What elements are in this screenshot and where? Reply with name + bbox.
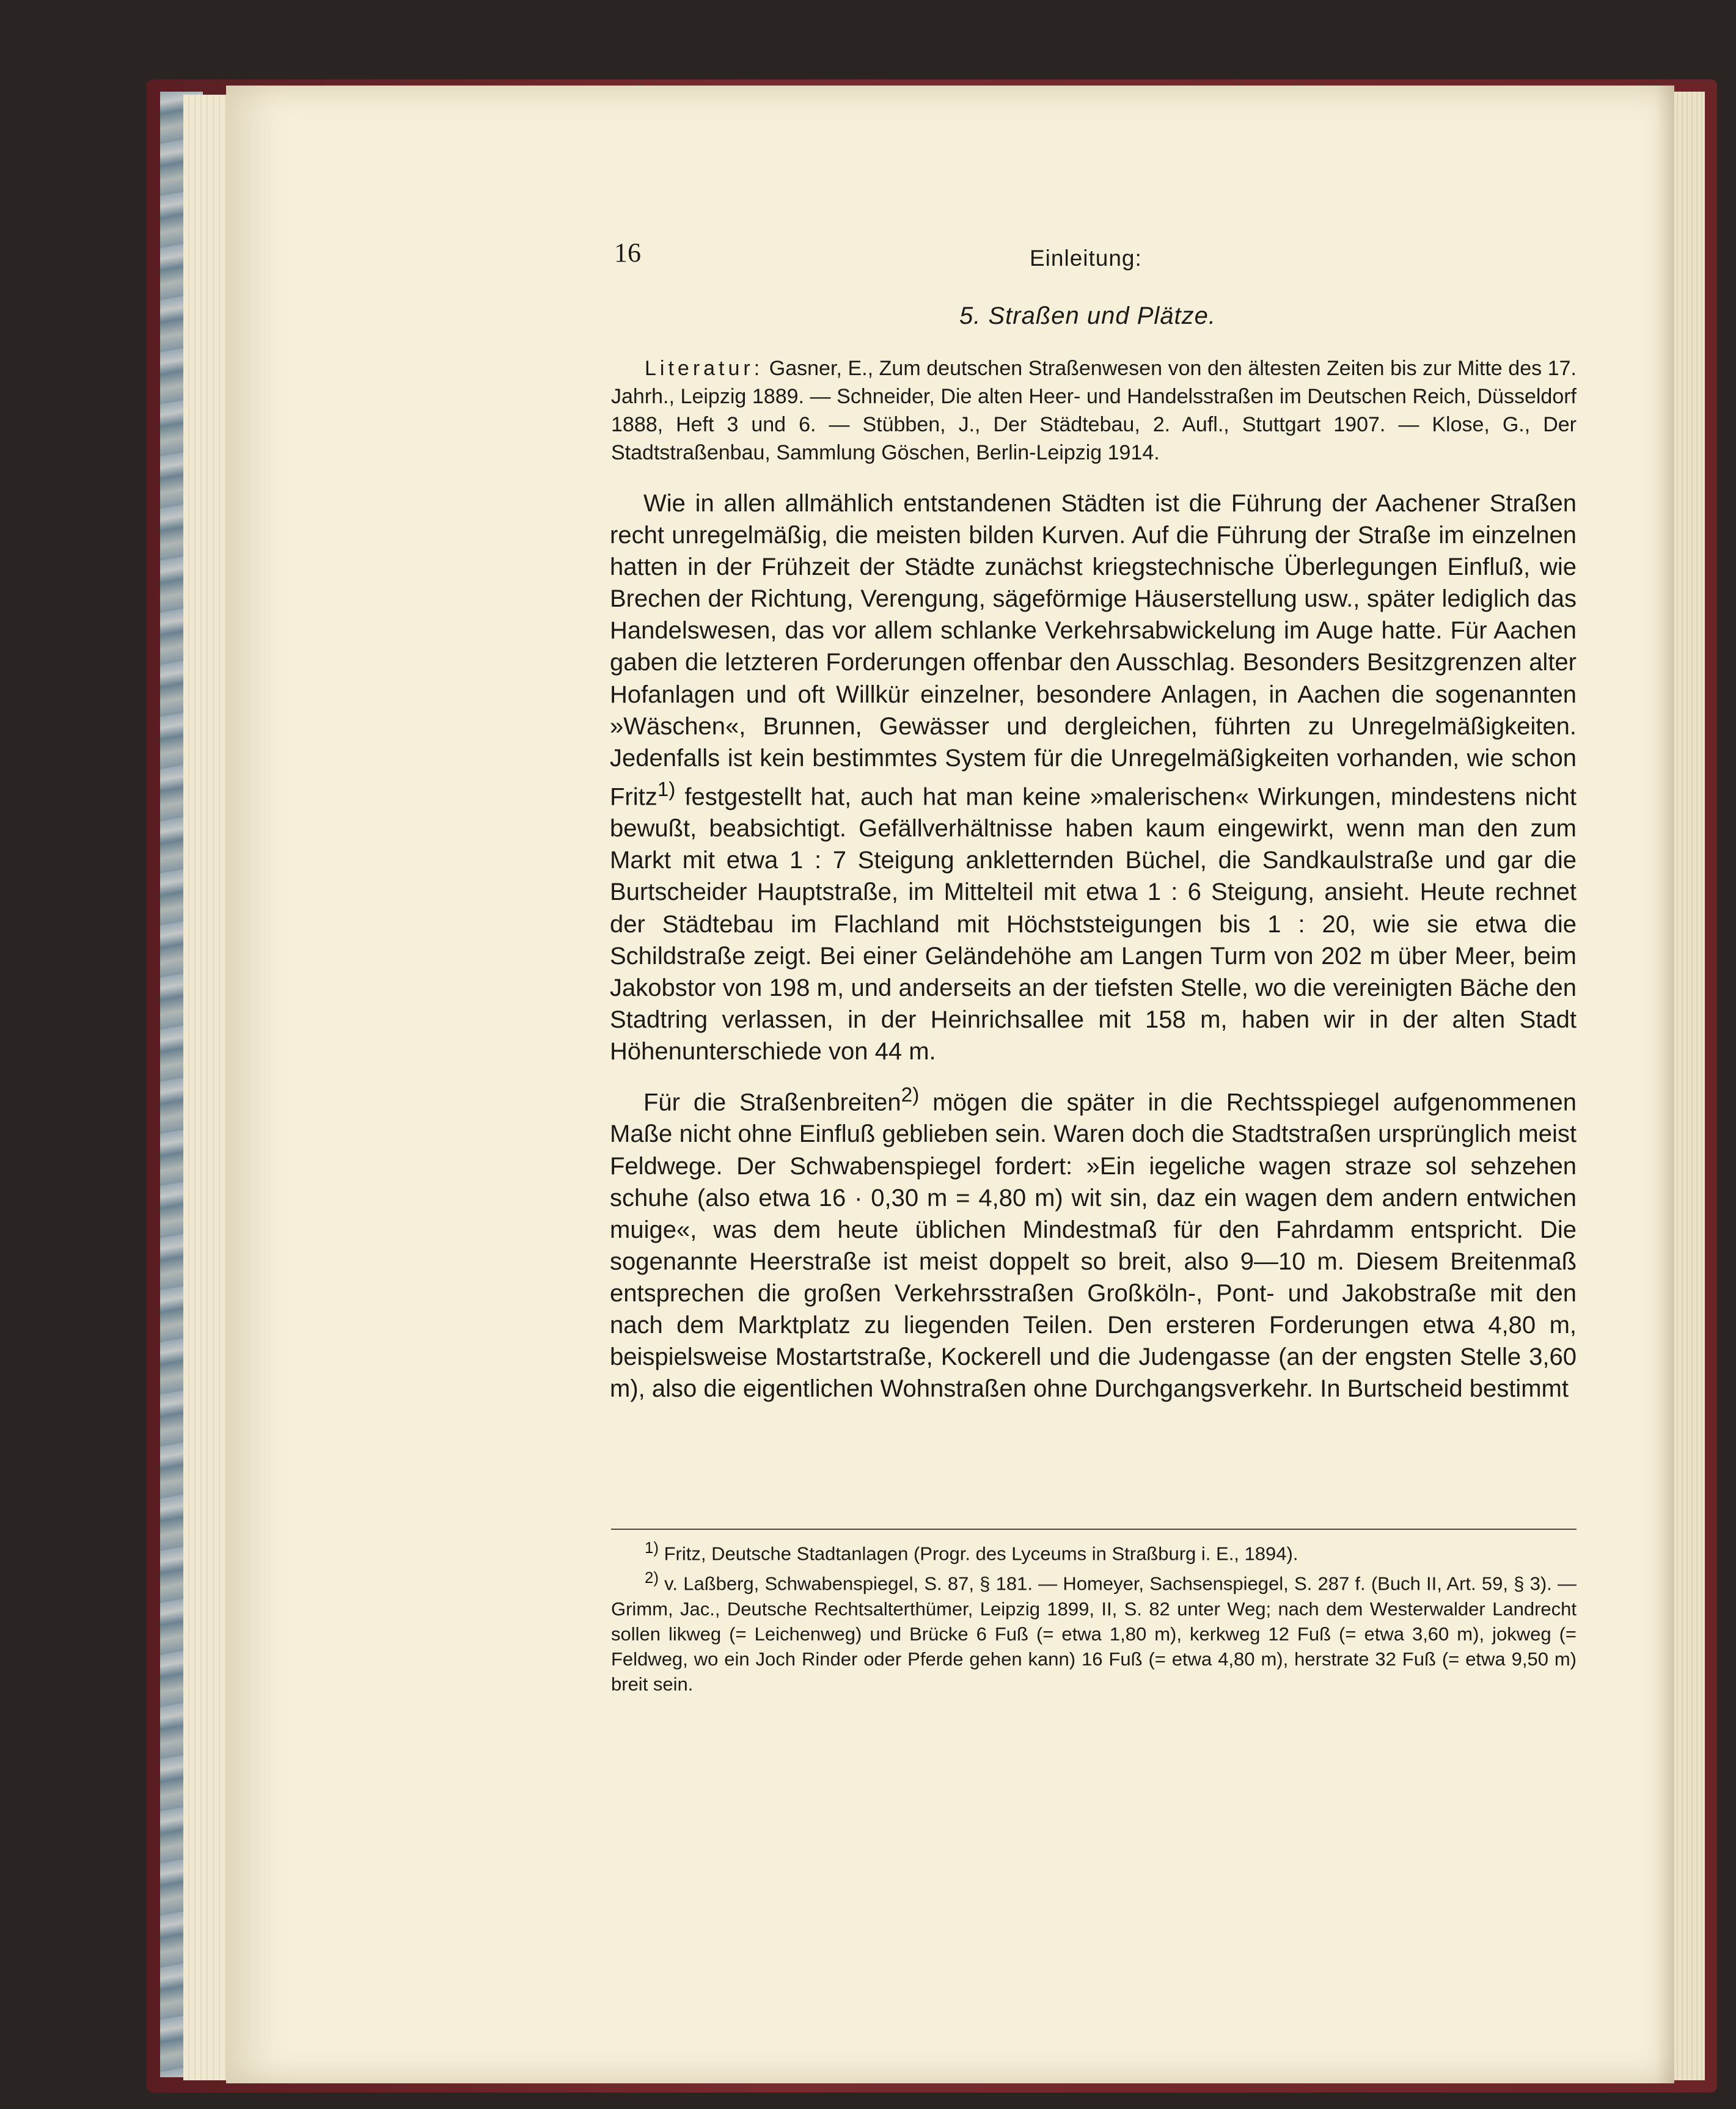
section-title: 5. Straßen und Plätze.: [959, 302, 1217, 329]
paragraph-text: Wie in allen allmählich entstandenen Städten ist die Führung der Aachener Straßen recht unregelmäßig, die meisten bilden Kurven. Auf die Führung der Straße im einzelnen hatten in der Frühzeit der Städte zunächst kriegstechnische Überlegungen Einfluß, wie Brechen der Richtung, Verengung, sägeförmige Häuserstellung usw., später lediglich das Handelswesen, das vor allem schlanke Verkehrsabwickelung im Auge hatte. Für Aachen gaben die letzteren Forderungen offenbar den Ausschlag. Besonders Besitzgrenzen alter Hofanlagen und oft Willkür einzelner, besondere Anlagen, in Aachen die sogenannten »Wäschen«, Brunnen, Gewässer und dergleichen, führten zu Unregelmäßigkeiten. Jedenfalls ist kein bestimmtes System für die Unregelmäßigkeiten vorhanden, wie schon Fritz: [610, 490, 1577, 811]
paragraph: [610, 488, 1577, 1067]
footnote: [611, 1566, 1577, 1696]
paragraph-text: Für die Straßenbreiten: [643, 1089, 901, 1116]
running-title: Einleitung:: [1030, 246, 1142, 271]
page-number: 16: [614, 238, 641, 268]
paragraph-text: mögen die später in die Rechtsspiegel aufgenommenen Maße nicht ohne Einfluß geblieben sein. Waren doch die Stadtstraßen ursprünglich meist Feldwege. Der Schwabenspiegel fordert: »Ein iegeliche wagen straze sol sehzehen schuhe (also etwa 16 · 0,30 m = 4,80 m) wit sin, daz ein wagen dem andern entwichen muige«, was dem heute üblichen Mindestmaß für den Fahrdamm entspricht. Die sogenannte Heerstraße ist meist doppelt so breit, also 9—10 m. Diesem Breitenmaß entsprechen die großen Verkehrsstraßen Großköln-, Pont- und Jakobstraße mit den nach dem Marktplatz zu liegenden Teilen. Den ersteren Forderungen etwa 4,80 m, beispielsweise Mostartstraße, Kockerell und die Judengasse (an der engsten Stelle 3,60 m), also die eigentlichen Wohnstraßen ohne Durchgangsverkehr. In Burtscheid bestimmt: [610, 1089, 1577, 1403]
footnote-divider: [611, 1529, 1577, 1530]
paragraph-text: festgestellt hat, auch hat man keine »malerischen« Wirkungen, mindestens nicht bewußt, beabsichtigt. Gefällverhältnisse haben kaum eingewirkt, wenn man den zum Markt mit etwa 1 : 7 Steigung ankletternden Büchel, die Sandkaulstraße und gar die Burtscheider Hauptstraße, im Mittelteil mit etwa 1 : 6 Steigung, ansieht. Heute rechnet der Städtebau im Flachland mit Höchststeigungen bis 1 : 20, wie sie etwa die Schildstraße zeigt. Bei einer Geländehöhe am Langen Turm von 202 m über Meer, beim Jakobstor von 198 m, und anderseits an der tiefsten Stelle, wo die vereinigten Bäche den Stadtring verlassen, in der Heinrichsallee mit 158 m, haben wir in der alten Stadt Höhenunterschiede von 44 m.: [610, 783, 1577, 1065]
literature-note: [611, 354, 1577, 467]
footnote-mark: 2): [645, 1570, 659, 1587]
body-text: [610, 488, 1577, 1405]
footnote-text: v. Laßberg, Schwabenspiegel, S. 87, § 181. — Homeyer, Sachsenspiegel, S. 287 f. (Buch II, Art. 59, § 3). — Grimm, Jac., Deutsche Rechtsalterthümer, Leipzig 1899, II, S. 82 unter Weg; nach dem Westerwalder Landrecht sollen likweg (= Leichenweg) und Brücke 6 Fuß (= etwa 1,80 m), kerkweg 12 Fuß (= etwa 3,60 m), jokweg (= Feldweg, wo ein Joch Rinder oder Pferde gehen kann) 16 Fuß (= etwa 4,80 m), herstrate 32 Fuß (= etwa 9,50 m) breit sein.: [611, 1573, 1577, 1695]
footnote-mark: 1): [645, 1540, 659, 1557]
footnote-reference: 2): [901, 1084, 920, 1107]
gutter-shadow: [1656, 86, 1674, 2083]
footnote: [611, 1536, 1577, 1566]
paragraph: [610, 1080, 1577, 1405]
literature-label: Literatur:: [645, 357, 764, 380]
footnote-reference: 1): [657, 778, 676, 801]
footnote-text: Fritz, Deutsche Stadtanlagen (Progr. des Lyceums in Straßburg i. E., 1894).: [658, 1543, 1298, 1565]
footnotes: [611, 1536, 1577, 1697]
running-head: [226, 237, 1674, 286]
book-page: [226, 86, 1674, 2083]
literature-text: Gasner, E., Zum deutschen Straßenwesen von den ältesten Zeiten bis zur Mitte des 17. Jahrh., Leipzig 1889. — Schneider, Die alten Heer- und Handelsstraßen im Deutschen Reich, Düsseldorf 1888, Heft 3 und 6. — Stübben, J., Der Städtebau, 2. Aufl., Stuttgart 1907. — Klose, G., Der Stadtstraßenbau, Sammlung Göschen, Berlin-Leipzig 1914.: [611, 357, 1577, 464]
